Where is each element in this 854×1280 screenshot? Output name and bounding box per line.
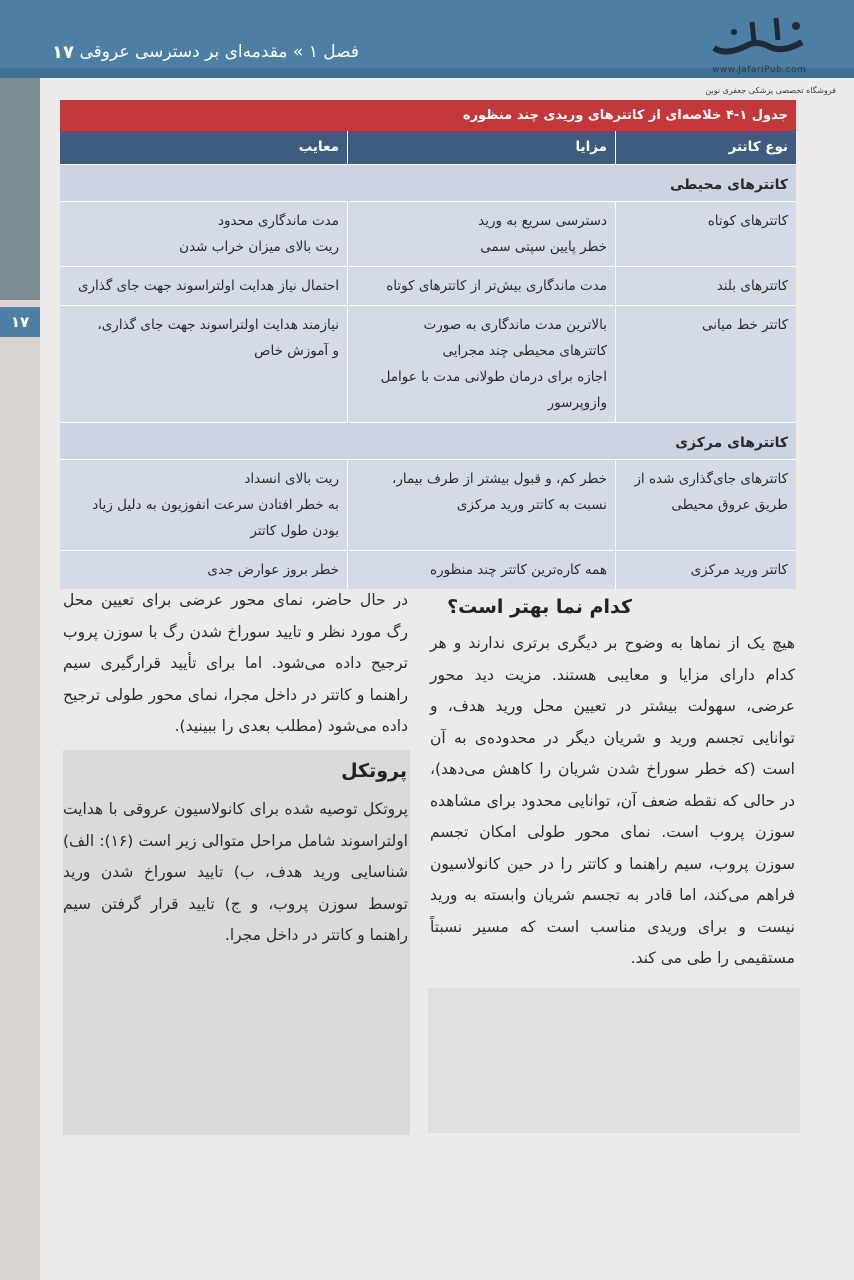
catheter-summary-table bbox=[60, 100, 796, 589]
cell-advantages bbox=[348, 202, 616, 266]
cell-catheter-type: کاتترهای کوتاه bbox=[707, 213, 788, 229]
chapter-title: فصل ۱ » مقدمه‌ای بر دسترسی عروقی bbox=[79, 42, 359, 62]
cell-line: همه کاره‌ترین کاتتر چند منظوره bbox=[430, 562, 607, 578]
table-row bbox=[60, 266, 796, 305]
cell-disadvantages bbox=[60, 267, 348, 305]
publisher-logo-icon bbox=[706, 12, 816, 70]
table-row bbox=[60, 201, 796, 266]
page-edge bbox=[0, 0, 40, 1280]
current-practice-paragraph: در حال حاضر، نمای محور عرضی برای تعیین محل رگ مورد نظر و تایید سوراخ شدن رگ با سوزن پروب ترجیح داده می‌شود. اما برای تأیید قرارگیری سیم راهنما و کاتتر در داخل مجرا، نمای محور طولی ترجیح داده می‌شود (مطلب بعدی را ببینید). bbox=[63, 591, 408, 735]
cell-disadvantages bbox=[60, 460, 348, 550]
cell-advantages bbox=[348, 460, 616, 550]
publisher-shop-label: فروشگاه تخصصی پزشکی جعفری نوین bbox=[705, 86, 836, 95]
cell-catheter-type: کاتتر خط میانی bbox=[702, 317, 788, 333]
cell-line: بالاترین مدت ماندگاری به صورت bbox=[423, 317, 607, 333]
cell-line: کاتترهای محیطی چند مجرایی bbox=[442, 343, 607, 359]
cell-line: خطر کم، و قبول بیشتر از طرف بیمار، bbox=[392, 471, 607, 487]
cell-line: مدت ماندگاری محدود bbox=[218, 213, 339, 229]
cell-line: نیازمند هدایت اولتراسوند جهت جای گذاری، bbox=[97, 317, 339, 333]
column-header-pros: مزایا bbox=[348, 131, 616, 164]
protocol-paragraph: پروتکل توصیه شده برای کانولاسیون عروقی با هدایت اولتراسوند شامل مراحل متوالی زیر است (۱۶): الف) شناسایی ورید هدف، ب) تایید سوراخ شدن ورید توسط سوزن پروب، و ج) تایید قرار گرفتن سیم راهنما و کاتتر در داخل مجرا. bbox=[63, 800, 408, 944]
table-row bbox=[60, 459, 796, 550]
cell-line: مدت ماندگاری بیش‌تر از کاتترهای کوتاه bbox=[386, 278, 607, 294]
table-row bbox=[60, 305, 796, 422]
cell-disadvantages bbox=[60, 551, 348, 589]
publisher-url: www.JafariPub.com bbox=[712, 65, 807, 75]
table-row bbox=[60, 550, 796, 589]
section-heading-which-view: کدام نما بهتر است؟ bbox=[447, 596, 632, 618]
cell-line: بودن طول کاتتر bbox=[250, 523, 339, 539]
table-section-title: کاتترهای محیطی bbox=[60, 164, 796, 201]
cell-line: اجازه برای درمان طولانی مدت با عوامل bbox=[380, 369, 607, 385]
cell-line: خطر پایین سپتی سمی bbox=[480, 239, 607, 255]
cell-line: خطر بروز عوارض جدی bbox=[207, 562, 339, 578]
cell-line: و آموزش خاص bbox=[254, 343, 339, 359]
cell-advantages bbox=[348, 551, 616, 589]
cell-line: نسبت به کاتتر ورید مرکزی bbox=[456, 497, 607, 513]
shaded-panel-right bbox=[428, 988, 800, 1133]
which-view-paragraph: هیچ یک از نماها به وضوح بر دیگری برتری ندارند و هر کدام دارای مزایا و معایبی هستند. مزیت دید محور عرضی، سهولت بیشتر در تعیین محل ورید هدف، و توانایی تجسم ورید و شریان دیگر در محدوده‌ی به آن است (که خطر سوراخ شدن شریان را کاهش می‌دهد)، در حالی که نقطه ضعف آن، توانایی محدود برای مشاهده سوزن پروب است. نمای محور طولی امکان تجسم سوزن پروب، سیم راهنما و کاتتر را در حین کانولاسیون فراهم می‌کند، اما قادر به تجسم شریان وابسته به ورید نیست و برای وریدی مناسب است که مسیر نسبتاً مستقیمی را طی می کند. bbox=[430, 634, 795, 967]
section-heading-protocol: پروتکل bbox=[341, 760, 407, 782]
cell-line: وازوپرسور bbox=[547, 395, 607, 411]
column-header-cons: معایب bbox=[60, 131, 348, 164]
table-caption: جدول ۱-۴ خلاصه‌ای از کاتترهای وریدی چند منظوره bbox=[60, 100, 796, 131]
table-header-row bbox=[60, 131, 796, 164]
cell-catheter-type: کاتترهای جای‌گذاری شده از طریق عروق محیطی bbox=[634, 471, 788, 513]
column-header-type: نوع کاتتر bbox=[728, 139, 788, 155]
table-body bbox=[60, 164, 796, 589]
cell-advantages bbox=[348, 306, 616, 422]
side-page-tab: ۱۷ bbox=[0, 307, 40, 337]
cell-disadvantages bbox=[60, 202, 348, 266]
cell-line: ریت بالای میزان خراب شدن bbox=[179, 239, 339, 255]
cell-disadvantages bbox=[60, 306, 348, 422]
table-section-title: کاتترهای مرکزی bbox=[60, 422, 796, 459]
cell-line: احتمال نیاز هدایت اولتراسوند جهت جای گذاری bbox=[77, 278, 339, 294]
cell-line: به خطر افتادن سرعت انفوزیون به دلیل زیاد bbox=[92, 497, 339, 513]
cell-catheter-type: کاتترهای بلند bbox=[716, 278, 788, 294]
page-number: ۱۷ bbox=[52, 42, 74, 63]
cell-line: ریت بالای انسداد bbox=[244, 471, 339, 487]
cell-catheter-type: کاتتر ورید مرکزی bbox=[690, 562, 788, 578]
cell-line: دسترسی سریع به ورید bbox=[478, 213, 607, 229]
cell-advantages bbox=[348, 267, 616, 305]
